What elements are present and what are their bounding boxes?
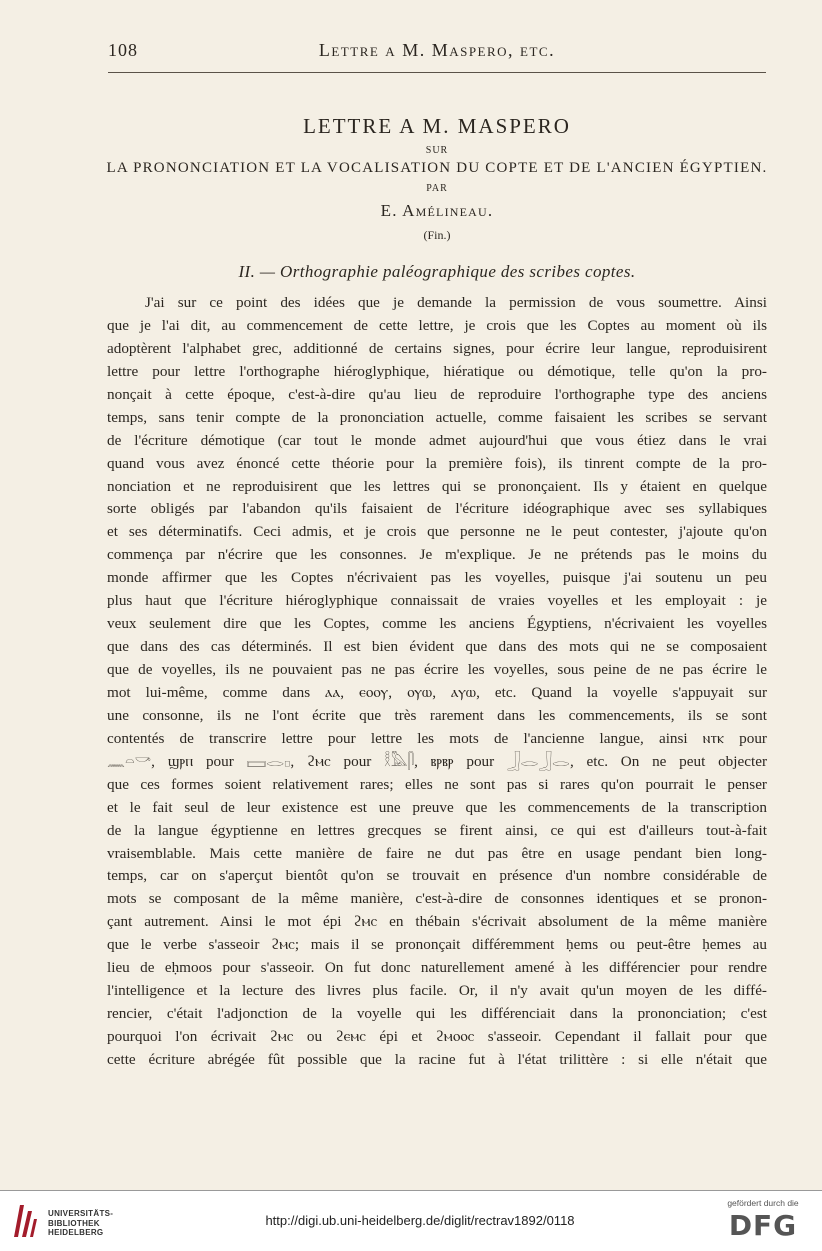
page-number: 108 bbox=[108, 40, 138, 60]
text-line: lettre pour lettre l'orthographe hiéroglyphique, hiératique ou démotique, telle qu'on la pro- bbox=[107, 362, 767, 380]
text-line: sorte obligés par l'abandon qu'ils faisaient de l'écriture idéographique avec ses syllabiques bbox=[107, 500, 767, 518]
funder-name: DFG bbox=[728, 1209, 798, 1242]
text-line: l'intelligence et la lecture des livres plus facile. Or, il n'y avait qu'un moyen de les diffé- bbox=[107, 982, 767, 1000]
text-line: et ses déterminatifs. Ceci admis, et je crois que personne ne le peut contester, j'ajoute qu'on bbox=[107, 523, 767, 541]
body-text bbox=[107, 292, 767, 1072]
library-line: UNIVERSITÄTS- bbox=[48, 1209, 114, 1218]
text-line: de la langue égyptienne en lettres grecques se firent ainsi, ce qui est d'ailleurs tout-à-fait bbox=[107, 821, 767, 839]
text-line: que dans des cas déterminés. Il est bien évident que dans des mots qui ne se composaient bbox=[107, 638, 767, 656]
running-head bbox=[108, 38, 766, 68]
text-line: mot lui-même, comme dans ⲁⲁ, ⲉⲟⲟⲩ, ⲟⲩⲱ, ⲁⲩⲱ, etc. Quand la voyelle s'appuyait sur bbox=[107, 683, 767, 701]
title-par: PAR bbox=[426, 183, 448, 194]
title-sur: SUR bbox=[425, 145, 449, 156]
text-line: çant autrement. Ainsi le mot épi ϩⲙⲥ en thébain s'écrivait absolument de la même manière bbox=[107, 913, 767, 931]
permalink-url[interactable]: http://digi.ub.uni-heidelberg.de/diglit/rectrav1892/0118 bbox=[265, 1213, 575, 1228]
text-line: et le fait seul de leur existence est une preuve que les commencements de la transcription bbox=[107, 798, 767, 816]
title-block bbox=[100, 112, 774, 284]
library-line: BIBLIOTHEK bbox=[48, 1218, 100, 1228]
library-emblem-icon bbox=[10, 1201, 40, 1241]
text-line: adoptèrent l'alphabet grec, additionné de certains signes, pour écrire leur langue, reproduisirent bbox=[107, 339, 767, 357]
article-subtitle: LA PRONONCIATION ET LA VOCALISATION DU COPTE ET DE L'ANCIEN ÉGYPTIEN. bbox=[106, 160, 768, 176]
article-author: E. Amélineau. bbox=[380, 201, 494, 220]
text-line: une consonne, ils ne l'ont écrite que très rarement dans les commencements, ils se sont bbox=[107, 706, 767, 724]
viewer-footer bbox=[0, 1191, 822, 1251]
library-line: HEIDELBERG bbox=[48, 1228, 104, 1237]
dfg-logo[interactable] bbox=[718, 1197, 808, 1247]
text-line: mots se composant de la même manière, c'est-à-dire de consonnes identiques et se pronon- bbox=[107, 890, 767, 908]
text-line: que le verbe s'asseoir ϩⲙⲥ; mais il se prononçait différemment ḥems ou peut-être ḥemes au bbox=[107, 936, 767, 954]
text-line: nonçait à cette époque, c'est-à-dire qu'au lieu de reproduire l'orthographe type des anciens bbox=[107, 385, 767, 403]
text-line: pourquoi l'on écrivait ϩⲙⲥ ou ϩⲉⲙⲥ épi et ϩⲙⲟⲟⲥ s'asseoir. Cependant il fallait pour que bbox=[107, 1028, 767, 1045]
text-line: contentés de transcrire lettre pour lettre les mots de l'ancienne langue, ainsi ⲛⲧⲕ pour bbox=[107, 729, 767, 747]
university-library-logo[interactable] bbox=[10, 1201, 150, 1241]
section-heading: II. — Orthographie paléographique des scribes coptes. bbox=[238, 262, 636, 281]
text-line: que de voyelles, ils ne pouvaient pas ne pas écrire les voyelles, sous peine de ne pas écrire le bbox=[107, 661, 767, 678]
text-line: J'ai sur ce point des idées que je demande la permission de vous soumettre. Ainsi bbox=[145, 294, 767, 311]
text-line: plus haut que l'écriture hiéroglyphique connaissait de vraies voyelles et les employait : je bbox=[107, 592, 767, 610]
text-line: commença par n'écrire que les consonnes. Je m'explique. Je ne prétends pas le moins du bbox=[107, 546, 767, 564]
text-line: quand vous avez énoncé cette théorie pour la première fois), ils tinrent compte de la pro- bbox=[107, 454, 767, 472]
text-line: 𓈖𓏏𓎡, ϣⲣⲡ pour 𓈙𓂋𓊪, ϩⲙⲥ pour 𓎛𓅓𓋴, ⲃⲣⲃⲣ pour 𓃀𓂋𓃀𓂋, etc. On ne peut objecter bbox=[107, 752, 767, 770]
text-line: cette écriture abrégée fût possible que la racine fut à l'état trilittère : si elle n'était que bbox=[107, 1050, 767, 1068]
header-rule bbox=[108, 72, 766, 73]
text-line: de l'écriture démotique (car tout le monde admet aujourd'hui que vous étiez dans le vrai bbox=[107, 431, 767, 449]
text-line: temps, sans tenir compte de la prononciation actuelle, comme faisaient les scribes se servant bbox=[107, 408, 767, 426]
text-line: que ces formes soient relativement rares; elles ne sont pas si rares qu'on pourrait le penser bbox=[107, 775, 767, 793]
text-line: monde affirmer que les Coptes n'écrivaient pas les voyelles, puisque j'ai soutenu un peu bbox=[107, 569, 767, 587]
text-line: rencier, c'était l'adjonction de la voyelle qui les différenciait dans la prononciation; c'est bbox=[107, 1005, 767, 1023]
text-line: nonciation et ne reproduisirent que les lettres qui se prononçaient. Ils y étaient en quelque bbox=[107, 477, 767, 495]
library-name bbox=[48, 1209, 113, 1238]
text-line: veux seulement dire que les Coptes, comme les anciens Égyptiens, n'écrivaient les voyelles bbox=[107, 615, 767, 633]
text-line: lieu de eḥmoos pour s'asseoir. On fut donc naturellement amené à les différencier pour rendre bbox=[107, 959, 767, 977]
funding-caption: gefördert durch die bbox=[727, 1198, 799, 1208]
text-line: vraisemblable. Mais cette manière de faire ne dut pas être en usage pendant bien long- bbox=[107, 844, 767, 862]
running-title: Lettre a M. Maspero, etc. bbox=[318, 40, 556, 60]
text-line: que je l'ai dit, au commencement de cette lettre, je crois que les Coptes au moment où ils bbox=[107, 316, 767, 334]
article-title: LETTRE A M. MASPERO bbox=[303, 114, 571, 138]
text-line: temps, car on s'aperçut bientôt qu'on se trouvait en présence d'un nombre considérable de bbox=[107, 867, 767, 885]
title-fin: (Fin.) bbox=[423, 228, 451, 242]
